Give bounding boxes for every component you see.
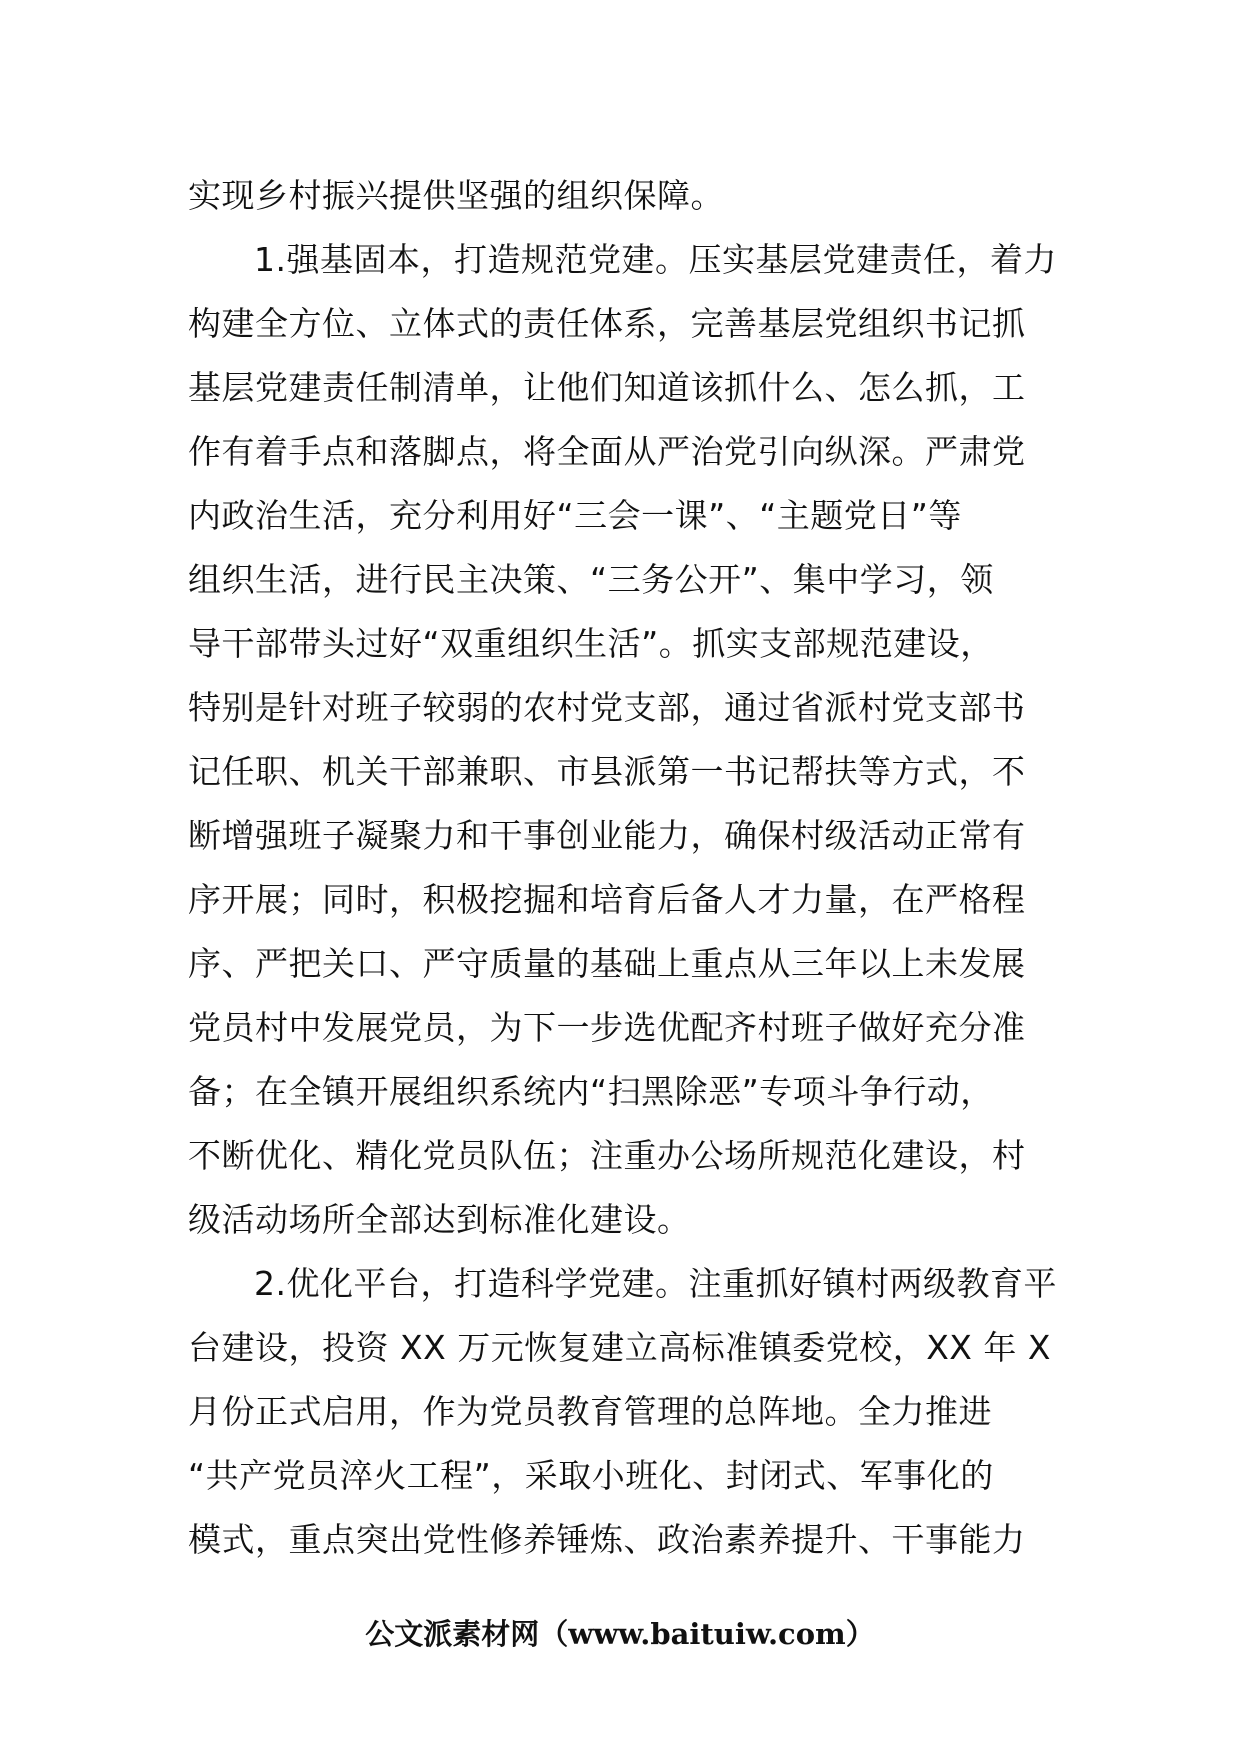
footer-watermark: 公文派素材网（www.baituiw.com） — [365, 1617, 875, 1651]
text-line: 特别是针对班子较弱的农村党支部，通过省派村党支部书 — [188, 688, 1026, 727]
text-line: 序、严把关口、严守质量的基础上重点从三年以上未发展 — [188, 944, 1026, 983]
text-line: 级活动场所全部达到标准化建设。 — [188, 1200, 691, 1239]
text-line: 台建设，投资 XX 万元恢复建立高标准镇委党校，XX 年 X — [188, 1328, 1051, 1367]
text-line: 月份正式启用，作为党员教育管理的总阵地。全力推进 — [188, 1392, 992, 1431]
text-line: 序开展；同时，积极挖掘和培育后备人才力量，在严格程 — [188, 880, 1026, 919]
text-line: “共产党员淬火工程”，采取小班化、封闭式、军事化的 — [188, 1456, 994, 1495]
paragraph-heading-line: 2.优化平台，打造科学党建。注重抓好镇村两级教育平 — [254, 1264, 1057, 1303]
text-line: 基层党建责任制清单，让他们知道该抓什么、怎么抓，工 — [188, 368, 1026, 407]
text-line: 断增强班子凝聚力和干事创业能力，确保村级活动正常有 — [188, 816, 1026, 855]
paragraph-heading-line: 1.强基固本，打造规范党建。压实基层党建责任，着力 — [254, 240, 1057, 279]
text-line: 导干部带头过好“双重组织生活”。抓实支部规范建设， — [188, 624, 994, 663]
text-line: 构建全方位、立体式的责任体系，完善基层党组织书记抓 — [188, 304, 1026, 343]
text-line: 内政治生活，充分利用好“三会一课”、“主题党日”等 — [188, 496, 962, 535]
text-line: 备；在全镇开展组织系统内“扫黑除恶”专项斗争行动， — [188, 1072, 994, 1111]
text-line: 不断优化、精化党员队伍；注重办公场所规范化建设，村 — [188, 1136, 1026, 1175]
text-line: 党员村中发展党员，为下一步选优配齐村班子做好充分准 — [188, 1008, 1026, 1047]
text-line: 记任职、机关干部兼职、市县派第一书记帮扶等方式，不 — [188, 752, 1026, 791]
text-line: 模式，重点突出党性修养锤炼、政治素养提升、干事能力 — [188, 1520, 1026, 1559]
text-line: 实现乡村振兴提供坚强的组织保障。 — [188, 176, 724, 215]
text-line: 作有着手点和落脚点，将全面从严治党引向纵深。严肃党 — [188, 432, 1026, 471]
text-line: 组织生活，进行民主决策、“三务公开”、集中学习，领 — [188, 560, 994, 599]
document-body — [188, 164, 1058, 1572]
